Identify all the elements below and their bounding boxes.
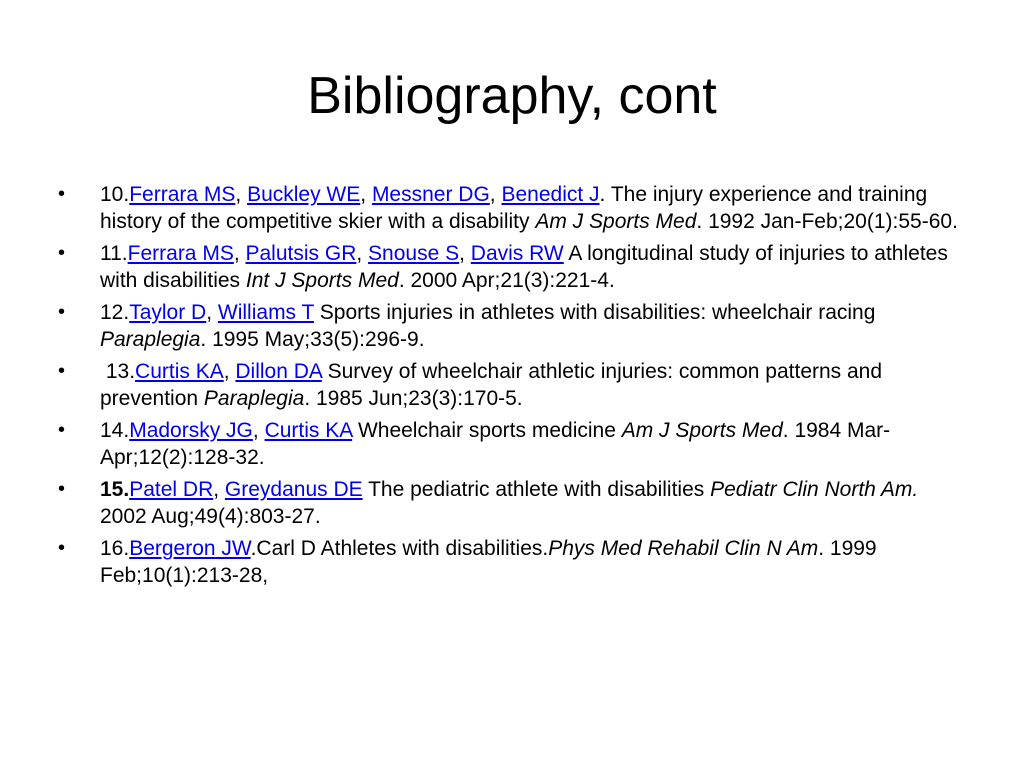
bullet-icon: • xyxy=(58,419,66,441)
journal-name: Paraplegia xyxy=(100,328,201,351)
citation-details: . 1999 Feb;10(1):213-28, xyxy=(100,537,877,587)
reference-title-text: Sports injuries in athletes with disabilities: wheelchair racing xyxy=(313,301,876,324)
reference-title-text: The pediatric athlete with disabilities xyxy=(362,478,711,501)
reference-title-text: Survey of wheelchair athletic injuries: common patterns and prevention xyxy=(100,360,883,410)
reference-title-text: . The injury experience and training history of the competitive skier with a disability xyxy=(100,183,928,233)
author-link[interactable]: Curtis KA xyxy=(135,360,224,383)
author-link[interactable]: Snouse S xyxy=(368,242,460,265)
reference-number: 12. xyxy=(100,301,130,324)
author-link[interactable]: Ferrara MS xyxy=(129,183,236,206)
author-link[interactable]: Taylor D xyxy=(129,301,207,324)
reference-item: • 12.Taylor D, Williams T Sports injuries in athletes with disabilities: wheelchair racing Paraplegia. 1995 May;33(5):296-9. xyxy=(58,301,876,351)
reference-title-text: A longitudinal study of injuries to athletes with disabilities xyxy=(100,242,948,292)
reference-title-text: Wheelchair sports medicine xyxy=(352,419,622,442)
journal-name: Paraplegia xyxy=(203,387,305,410)
bullet-icon: • xyxy=(58,301,66,323)
author-link[interactable]: Greydanus DE xyxy=(224,478,363,501)
author-link[interactable]: Palutsis GR xyxy=(245,242,357,265)
author-link[interactable]: Patel DR xyxy=(129,478,214,501)
bullet-icon: • xyxy=(58,183,66,205)
reference-item: • 10.Ferrara MS, Buckley WE, Messner DG, Benedict J. The injury experience and training history of the competitive skier with a disability Am J Sports Med. 1992 Jan-Feb;20(1):55-60. xyxy=(58,183,958,233)
author-link[interactable]: Bergeron JW xyxy=(129,537,251,560)
bibliography-list xyxy=(58,181,970,594)
citation-details: 2002 Aug;49(4):803-27. xyxy=(100,505,321,528)
reference-item: • 11.Ferrara MS, Palutsis GR, Snouse S, Davis RW A longitudinal study of injuries to athletes with disabilities Int J Sports Med. 2000 Apr;21(3):221-4. xyxy=(58,242,948,292)
journal-name: Am J Sports Med xyxy=(621,419,783,442)
reference-title-text: .Carl D Athletes with disabilities. xyxy=(250,537,549,560)
author-link[interactable]: Buckley WE xyxy=(247,183,361,206)
reference-number: 16. xyxy=(100,537,130,560)
reference-item: • 15.Patel DR, Greydanus DE The pediatric athlete with disabilities Pediatr Clin North Am. 2002 Aug;49(4):803-27. xyxy=(58,478,919,528)
author-link[interactable]: Williams T xyxy=(217,301,314,324)
citation-details: . 2000 Apr;21(3):221-4. xyxy=(398,269,615,292)
bullet-icon: • xyxy=(58,478,66,500)
author-link[interactable]: Benedict J xyxy=(501,183,600,206)
author-link[interactable]: Davis RW xyxy=(470,242,564,265)
citation-details: . 1984 Mar-Apr;12(2):128-32. xyxy=(100,419,891,469)
author-link[interactable]: Dillon DA xyxy=(235,360,322,383)
author-link[interactable]: Messner DG xyxy=(371,183,490,206)
bullet-icon: • xyxy=(58,537,66,559)
citation-details: . 1992 Jan-Feb;20(1):55-60. xyxy=(696,210,958,233)
reference-number: 15. xyxy=(100,478,130,501)
author-link[interactable]: Madorsky JG xyxy=(129,419,253,442)
author-link[interactable]: Curtis KA xyxy=(264,419,353,442)
citation-details: . 1985 Jun;23(3):170-5. xyxy=(304,387,523,410)
reference-item: • 14.Madorsky JG, Curtis KA Wheelchair sports medicine Am J Sports Med. 1984 Mar-Apr;12(2):128-32. xyxy=(58,419,891,469)
bullet-icon: • xyxy=(58,242,66,264)
journal-name: Int J Sports Med xyxy=(245,269,399,292)
reference-item xyxy=(58,535,970,589)
reference-number: 11. xyxy=(100,242,128,265)
reference-number: 10. xyxy=(100,183,130,206)
reference-item: • 13.Curtis KA, Dillon DA Survey of wheelchair athletic injuries: common patterns and prevention Paraplegia. 1985 Jun;23(3):170-5. xyxy=(58,360,883,410)
reference-number: 13. xyxy=(100,360,136,383)
bullet-icon: • xyxy=(58,360,66,382)
reference-number: 14. xyxy=(100,419,130,442)
citation-details: . 1995 May;33(5):296-9. xyxy=(200,328,425,351)
journal-name: Pediatr Clin North Am. xyxy=(710,478,919,501)
author-link[interactable]: Ferrara MS xyxy=(127,242,234,265)
journal-name: Am J Sports Med xyxy=(535,210,697,233)
slide-title: Bibliography, cont xyxy=(307,67,717,125)
journal-name: Phys Med Rehabil Clin N Am xyxy=(548,537,819,560)
